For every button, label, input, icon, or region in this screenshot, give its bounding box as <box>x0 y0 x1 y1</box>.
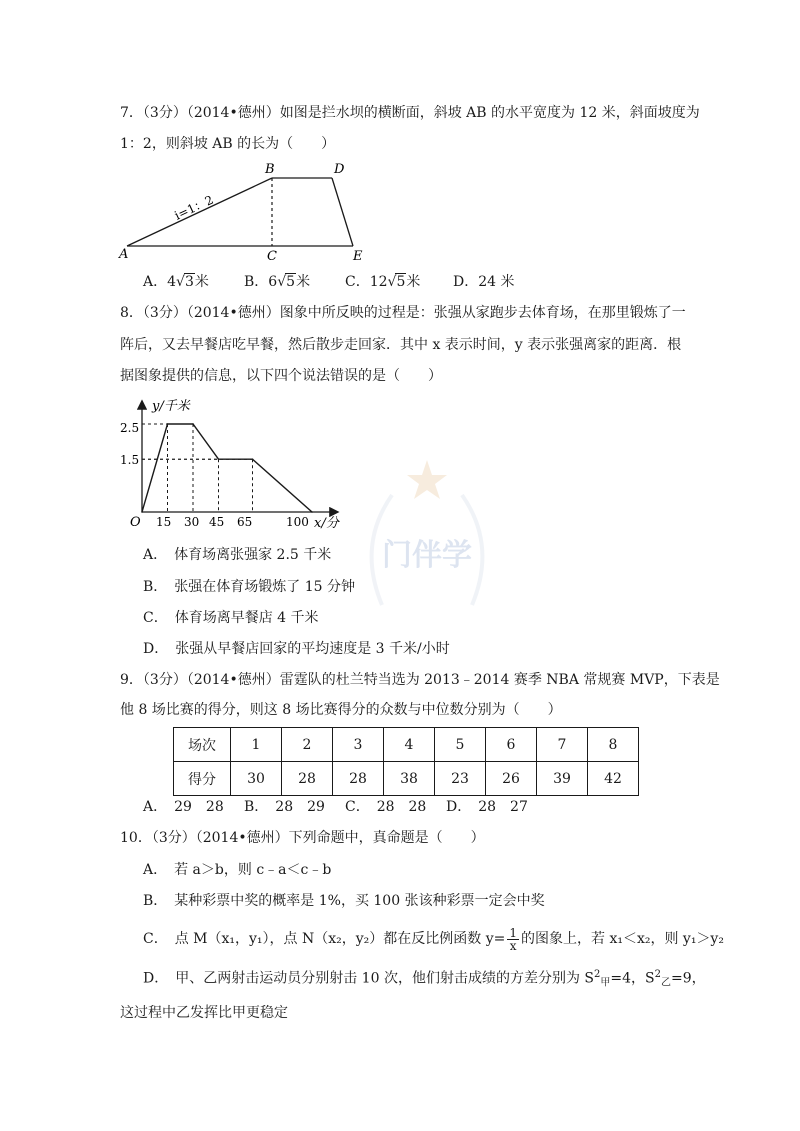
q9-line-2: 他 8 场比赛的得分，则这 8 场比赛得分的众数与中位数分别为（ ） <box>120 702 562 718</box>
q7-option-a[interactable] <box>143 272 209 292</box>
x-tick-65: 65 <box>237 515 253 529</box>
point-c-label: C <box>267 249 277 264</box>
table-row <box>174 728 639 762</box>
q7-option-d-label: D． <box>453 274 479 290</box>
table-cell: 5 <box>435 728 486 762</box>
sqrt-sign: √ <box>176 274 185 290</box>
table-header-cell: 场次 <box>174 728 231 762</box>
point-a-label: A <box>119 247 129 262</box>
q10-option-d[interactable] <box>143 962 706 997</box>
point-b-label: B <box>265 162 275 177</box>
table-cell: 38 <box>384 762 435 796</box>
sqrt-sign: √ <box>387 274 397 290</box>
q10-option-a[interactable]: A． 若 a＞b，则 c﹣a＜c﹣b <box>143 862 332 878</box>
scores-table <box>173 727 639 796</box>
variance-subscript-yi: 乙 <box>660 977 671 989</box>
table-cell: 3 <box>333 728 384 762</box>
table-cell: 6 <box>486 728 537 762</box>
q9-option-a[interactable]: A． 29 28 <box>143 799 224 815</box>
variance-subscript-jia: 甲 <box>600 977 611 989</box>
watermark-text: 门伴学 <box>382 538 472 573</box>
data-point <box>311 511 313 513</box>
q7-option-a-radicand: 3 <box>184 274 194 290</box>
table-cell: 8 <box>588 728 639 762</box>
table-cell: 23 <box>435 762 486 796</box>
q7-option-a-unit: 米 <box>194 274 209 290</box>
q10-option-c[interactable] <box>143 926 724 952</box>
q10-option-b[interactable]: B． 某种彩票中奖的概率是 1%，买 100 张该种彩票一定会中奖 <box>143 893 545 909</box>
table-cell: 26 <box>486 762 537 796</box>
x-tick-15: 15 <box>156 515 172 529</box>
q8-line-2: 阵后，又去早餐店吃早餐，然后散步走回家．其中 x 表示时间，y 表示张强离家的距离．根 <box>120 337 682 353</box>
q8-option-d[interactable]: D． 张强从早餐店回家的平均速度是 3 千米/小时 <box>143 641 450 657</box>
q7-option-b[interactable] <box>244 272 310 292</box>
data-point <box>167 423 169 425</box>
q7-option-c-unit: 米 <box>406 274 421 290</box>
fraction-numerator: 1 <box>509 925 517 940</box>
q7-line-2: 1：2，则斜坡 AB 的长为（ ） <box>120 136 336 152</box>
q8-option-c[interactable]: C． 体育场离早餐店 4 千米 <box>143 610 319 626</box>
sqrt-sign: √ <box>277 274 287 290</box>
q9-option-c[interactable]: C． 28 28 <box>345 799 427 815</box>
q7-option-a-label: A． <box>143 274 168 290</box>
q8-option-a[interactable]: A． 体育场离张强家 2.5 千米 <box>143 547 332 563</box>
watermark-logo <box>352 455 502 655</box>
q7-option-c-radicand: 5 <box>396 274 406 290</box>
table-header-cell: 得分 <box>174 762 231 796</box>
q7-option-d-text: 24 米 <box>478 274 515 290</box>
q10-line-1: 10．（3分）（2014•德州）下列命题中，真命题是（ ） <box>120 830 485 846</box>
q7-option-b-coef: 6 <box>268 274 278 290</box>
q9-line-1: 9．（3分）（2014•德州）雷霆队的杜兰特当选为 2013﹣2014 赛季 NBA 常规赛 MVP，下表是 <box>120 672 720 688</box>
q7-option-c-coef: 12 <box>369 274 388 290</box>
point-e-label: E <box>353 249 363 264</box>
q10-option-d-line-2: 这过程中乙发挥比甲更稳定 <box>120 1005 288 1021</box>
q7-option-b-radicand: 5 <box>286 274 296 290</box>
origin-label: O <box>130 515 141 530</box>
q10-option-d-end: =9， <box>670 970 706 987</box>
slope-label: i=1：2 <box>172 192 216 223</box>
table-cell: 28 <box>333 762 384 796</box>
q7-option-c[interactable] <box>345 272 420 292</box>
q9-option-b[interactable]: B． 28 29 <box>244 799 325 815</box>
distance-time-graph <box>112 394 362 534</box>
q8-option-b[interactable]: B． 张强在体育场锻炼了 15 分钟 <box>143 579 356 595</box>
point-d-label: D <box>334 162 345 177</box>
y-tick-1.5: 1.5 <box>120 453 140 467</box>
table-cell: 4 <box>384 728 435 762</box>
table-cell: 39 <box>537 762 588 796</box>
fraction-denominator: x <box>509 938 517 953</box>
table-cell: 2 <box>282 728 333 762</box>
y-axis-label: y/千米 <box>152 399 190 414</box>
table-cell: 1 <box>231 728 282 762</box>
q7-option-d[interactable] <box>453 272 515 292</box>
q7-line-1: 7．（3分）（2014•德州）如图是拦水坝的横断面，斜坡 AB 的水平宽度为 12 米，斜面坡度为 <box>120 105 700 121</box>
q7-option-b-label: B． <box>244 274 269 290</box>
q8-line-3: 据图象提供的信息，以下四个说法错误的是（ ） <box>120 368 442 384</box>
table-cell: 7 <box>537 728 588 762</box>
data-point <box>218 458 220 460</box>
q8-line-1: 8．（3分）（2014•德州）图象中所反映的过程是：张强从家跑步去体育场，在那里锻炼了一 <box>120 305 686 321</box>
q7-option-c-label: C． <box>345 274 370 290</box>
q9-option-d[interactable]: D． 28 27 <box>446 799 528 815</box>
data-point <box>141 511 143 513</box>
data-point <box>192 423 194 425</box>
table-cell: 30 <box>231 762 282 796</box>
y-tick-2.5: 2.5 <box>120 421 140 435</box>
q10-option-d-mid: =4，S <box>610 970 655 987</box>
q10-option-c-text-end: 的图象上，若 x₁＜x₂，则 y₁＞y₂ <box>521 931 724 947</box>
dam-cross-section-figure <box>115 160 385 270</box>
q7-option-a-coef: 4 <box>167 274 177 290</box>
x-tick-100: 100 <box>286 515 309 529</box>
fraction <box>507 927 519 952</box>
table-cell: 28 <box>282 762 333 796</box>
x-tick-30: 30 <box>184 515 200 529</box>
table-cell: 42 <box>588 762 639 796</box>
x-tick-45: 45 <box>209 515 225 529</box>
q10-option-d-text: D． 甲、乙两射击运动员分别射击 10 次，他们射击成绩的方差分别为 S <box>143 970 594 987</box>
variance-exponent-1: 2 <box>593 969 601 980</box>
q7-option-b-unit: 米 <box>296 274 311 290</box>
variance-exponent-2: 2 <box>654 969 661 980</box>
table-row <box>174 762 639 796</box>
data-point <box>252 458 254 460</box>
q10-option-c-text: C． 点 M（x₁，y₁），点 N（x₂，y₂）都在反比例函数 y= <box>143 931 506 947</box>
x-axis-label: x/分 <box>314 516 339 531</box>
